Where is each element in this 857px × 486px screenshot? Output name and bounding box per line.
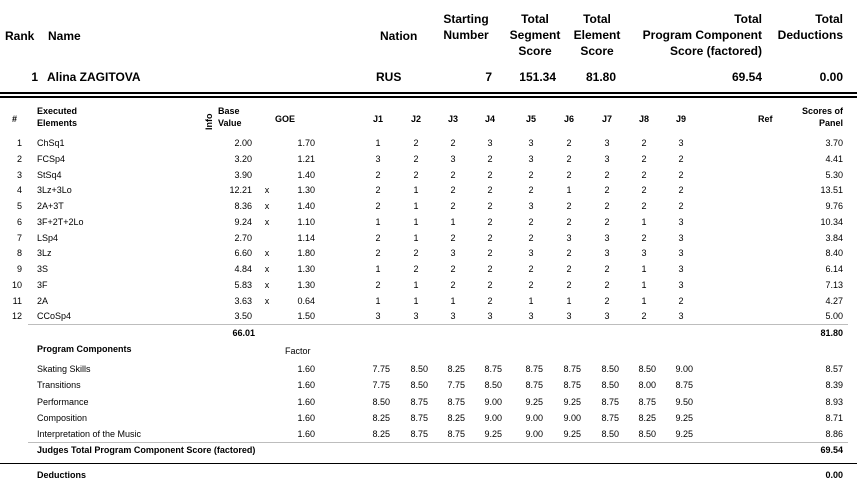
judge-score: 8.75 [601, 412, 619, 423]
header-total-element-score: Total Element Score [573, 12, 621, 58]
judge-score: 2 [604, 201, 610, 211]
judge-score: 2 [487, 232, 493, 243]
judge-score: 7.75 [372, 380, 390, 391]
element-goe: 1.21 [297, 153, 315, 164]
judge-score: 3 [528, 201, 534, 211]
element-name: FCSp4 [37, 153, 66, 164]
judge-score: 2 [528, 279, 534, 290]
judge-score: 8.50 [638, 364, 656, 374]
element-goe: 1.40 [297, 169, 315, 180]
element-number: 3 [16, 169, 22, 180]
judge-score: 3 [487, 311, 493, 322]
judge-score: 1 [566, 185, 572, 196]
element-bonus-marker: x [264, 216, 270, 227]
judge-score: 1 [413, 185, 419, 196]
judge-score: 8.75 [525, 380, 543, 391]
col-j5: J5 [525, 114, 536, 124]
element-name: 2A+3T [37, 201, 64, 211]
judge-score: 8.25 [447, 364, 465, 374]
judge-score: 1 [375, 216, 381, 227]
element-base-value: 3.63 [234, 295, 252, 306]
judge-score: 3 [604, 311, 610, 322]
skater-starting-number: 7 [485, 70, 492, 84]
skater-nation: RUS [376, 70, 402, 84]
judge-score: 8.75 [447, 429, 465, 440]
element-goe: 1.10 [297, 216, 315, 227]
judge-score: 2 [528, 185, 534, 196]
judge-score: 2 [487, 201, 493, 211]
judge-score: 1 [375, 264, 381, 274]
judge-score: 8.50 [410, 364, 428, 374]
element-goe: 1.14 [297, 232, 315, 243]
deductions-label: Deductions [37, 470, 87, 480]
col-j8: J8 [638, 114, 649, 124]
element-bonus-marker: x [264, 248, 270, 259]
judge-score: 2 [450, 279, 456, 290]
element-panel-score: 8.40 [825, 248, 843, 259]
judge-score: 8.75 [447, 396, 465, 407]
judge-score: 3 [528, 311, 534, 322]
judge-score: 2 [641, 185, 647, 196]
judge-score: 3 [678, 216, 684, 227]
judge-score: 2 [641, 138, 647, 148]
element-goe: 1.30 [297, 185, 315, 196]
col-ref: Ref [758, 114, 773, 124]
judge-score: 1 [641, 279, 647, 290]
element-name: 3Lz+3Lo [37, 185, 72, 196]
judge-score: 8.50 [410, 380, 428, 391]
judge-score: 2 [375, 169, 381, 180]
judge-score: 9.25 [563, 396, 581, 407]
element-name: 3Lz [37, 248, 52, 259]
judge-score: 2 [678, 153, 684, 164]
judge-score: 2 [566, 264, 572, 274]
judge-score: 3 [678, 232, 684, 243]
judge-score: 9.00 [484, 412, 502, 423]
header-total-pcs: Total Program Component Score (factored) [642, 12, 762, 58]
judge-score: 1 [641, 264, 647, 274]
element-bonus-marker: x [264, 264, 270, 274]
element-goe: 1.40 [297, 201, 315, 211]
element-number: 4 [16, 185, 22, 196]
judge-score: 1 [450, 216, 456, 227]
col-j6: J6 [563, 114, 574, 124]
col-j3: J3 [447, 114, 458, 124]
col-info: Info [204, 113, 214, 130]
element-number: 5 [16, 201, 22, 211]
col-executed-elements: Executed Elements [37, 106, 78, 128]
judge-score: 2 [604, 185, 610, 196]
judge-score: 8.75 [410, 429, 428, 440]
col-j7: J7 [601, 114, 612, 124]
judge-score: 1 [413, 232, 419, 243]
judge-score: 2 [487, 248, 493, 259]
judge-score: 8.00 [638, 380, 656, 391]
judge-score: 2 [528, 169, 534, 180]
judge-score: 2 [375, 232, 381, 243]
judge-score: 2 [450, 138, 456, 148]
element-number: 12 [11, 311, 22, 322]
judge-score: 8.75 [638, 396, 656, 407]
deductions-rule [0, 463, 857, 464]
factor-header: Factor [285, 346, 311, 356]
judge-score: 2 [528, 264, 534, 274]
element-panel-score: 4.41 [825, 153, 843, 164]
judge-score: 2 [641, 169, 647, 180]
judge-score: 9.25 [525, 396, 543, 407]
judge-score: 8.75 [563, 364, 581, 374]
header-starting-number: Starting Number [443, 12, 489, 42]
judge-score: 1 [450, 295, 456, 306]
judge-score: 2 [641, 311, 647, 322]
judge-score: 9.00 [484, 396, 502, 407]
element-base-value: 3.20 [234, 153, 252, 164]
elements-total-rule [28, 324, 848, 325]
element-panel-score: 9.76 [825, 201, 843, 211]
judge-score: 2 [375, 185, 381, 196]
element-goe: 1.80 [297, 248, 315, 259]
element-goe: 1.30 [297, 264, 315, 274]
element-base-value: 6.60 [234, 248, 252, 259]
skater-pcs: 69.54 [731, 70, 762, 84]
separator-top [0, 92, 857, 94]
element-goe: 1.70 [297, 138, 315, 148]
judge-score: 2 [678, 201, 684, 211]
element-base-value: 2.00 [234, 138, 252, 148]
judge-score: 3 [678, 279, 684, 290]
judge-score: 2 [678, 295, 684, 306]
element-number: 7 [16, 232, 22, 243]
judge-score: 7.75 [447, 380, 465, 391]
judge-score: 8.50 [638, 429, 656, 440]
component-name: Interpretation of the Music [37, 429, 142, 440]
judge-score: 1 [375, 295, 381, 306]
element-name: 2A [37, 295, 49, 306]
judge-score: 9.25 [484, 429, 502, 440]
skater-rank: 1 [31, 70, 38, 84]
separator-bottom [0, 96, 857, 98]
judge-score: 3 [604, 153, 610, 164]
component-name: Transitions [37, 380, 81, 391]
judge-score: 2 [566, 248, 572, 259]
judge-score: 2 [487, 153, 493, 164]
element-panel-score: 7.13 [825, 279, 843, 290]
judge-score: 1 [566, 295, 572, 306]
element-panel-score: 3.70 [825, 138, 843, 148]
judge-score: 3 [450, 153, 456, 164]
judge-score: 2 [375, 279, 381, 290]
judge-score: 2 [487, 295, 493, 306]
judge-score: 1 [641, 216, 647, 227]
judge-score: 2 [375, 201, 381, 211]
judge-score: 3 [678, 311, 684, 322]
judge-score: 8.75 [563, 380, 581, 391]
judge-score: 2 [450, 201, 456, 211]
judge-score: 2 [450, 185, 456, 196]
judge-score: 3 [678, 264, 684, 274]
elements-total-score: 81.80 [820, 328, 843, 338]
element-base-value: 3.50 [234, 311, 252, 322]
component-panel-score: 8.39 [825, 380, 843, 391]
judge-score: 8.75 [484, 364, 502, 374]
element-number: 6 [16, 216, 22, 227]
element-base-value: 3.90 [234, 169, 252, 180]
judge-score: 2 [678, 185, 684, 196]
judge-score: 2 [604, 295, 610, 306]
element-number: 1 [16, 138, 22, 148]
judge-score: 3 [528, 138, 534, 148]
header-rank: Rank [5, 29, 35, 43]
judge-score: 2 [487, 185, 493, 196]
judge-score: 2 [566, 153, 572, 164]
header-total-deductions: Total Deductions [777, 12, 843, 42]
judge-score: 2 [413, 153, 419, 164]
judge-score: 8.50 [601, 380, 619, 391]
judge-score: 3 [450, 311, 456, 322]
judge-score: 2 [450, 169, 456, 180]
judge-score: 3 [528, 248, 534, 259]
judge-score: 3 [566, 311, 572, 322]
judge-score: 2 [678, 169, 684, 180]
judges-total-rule [28, 442, 848, 443]
component-factor: 1.60 [297, 396, 315, 407]
col-j4: J4 [484, 114, 495, 124]
element-number: 8 [16, 248, 22, 259]
skater-deductions: 0.00 [819, 70, 843, 84]
element-goe: 1.50 [297, 311, 315, 322]
judge-score: 2 [566, 138, 572, 148]
judge-score: 2 [641, 153, 647, 164]
col-scores-of-panel: Scores of Panel [801, 106, 843, 128]
judge-score: 2 [487, 279, 493, 290]
judge-score: 2 [566, 279, 572, 290]
judge-score: 2 [413, 248, 419, 259]
judge-score: 3 [413, 311, 419, 322]
judge-score: 2 [487, 216, 493, 227]
col-j2: J2 [410, 114, 421, 124]
judge-score: 1 [413, 279, 419, 290]
judge-score: 2 [487, 264, 493, 274]
judge-score: 1 [413, 201, 419, 211]
judge-score: 2 [413, 264, 419, 274]
judge-score: 2 [450, 232, 456, 243]
judge-score: 8.75 [410, 396, 428, 407]
component-factor: 1.60 [297, 364, 315, 374]
judge-score: 8.75 [675, 380, 693, 391]
deductions-value: 0.00 [825, 470, 843, 480]
header-total-segment-score: Total Segment Score [509, 12, 561, 58]
skater-segment-score: 151.34 [519, 70, 556, 84]
judge-score: 3 [528, 153, 534, 164]
judge-score: 8.50 [601, 429, 619, 440]
element-bonus-marker: x [264, 279, 270, 290]
judge-score: 8.50 [601, 364, 619, 374]
element-panel-score: 3.84 [825, 232, 843, 243]
judge-score: 2 [604, 264, 610, 274]
judge-score: 2 [528, 216, 534, 227]
element-base-value: 2.70 [234, 232, 252, 243]
judge-score: 3 [566, 232, 572, 243]
judge-score: 8.75 [410, 412, 428, 423]
judge-score: 9.25 [675, 429, 693, 440]
element-goe: 1.30 [297, 279, 315, 290]
judge-score: 2 [566, 216, 572, 227]
col-goe: GOE [275, 114, 296, 124]
judge-score: 3 [450, 248, 456, 259]
judge-score: 2 [566, 201, 572, 211]
element-panel-score: 6.14 [825, 264, 843, 274]
component-factor: 1.60 [297, 412, 315, 423]
judge-score: 2 [487, 169, 493, 180]
judge-score: 1 [641, 295, 647, 306]
element-number: 10 [11, 279, 22, 290]
judge-score: 3 [375, 311, 381, 322]
program-components-title: Program Components [37, 344, 132, 354]
skater-name: Alina ZAGITOVA [47, 70, 141, 84]
judge-score: 1 [413, 295, 419, 306]
judge-score: 9.00 [563, 412, 581, 423]
judge-score: 9.25 [563, 429, 581, 440]
skater-element-score: 81.80 [585, 70, 616, 84]
judge-score: 3 [604, 138, 610, 148]
component-name: Skating Skills [37, 364, 91, 374]
col-num: # [12, 114, 18, 124]
judge-score: 9.25 [675, 412, 693, 423]
component-name: Composition [37, 412, 88, 423]
element-bonus-marker: x [264, 295, 270, 306]
judge-score: 2 [413, 169, 419, 180]
component-factor: 1.60 [297, 380, 315, 391]
judges-total-value: 69.54 [820, 445, 843, 455]
judge-score: 3 [604, 248, 610, 259]
element-name: ChSq1 [37, 138, 65, 148]
judge-score: 1 [375, 138, 381, 148]
element-panel-score: 4.27 [825, 295, 843, 306]
judges-total-label: Judges Total Program Component Score (factored) [37, 445, 256, 455]
component-panel-score: 8.86 [825, 429, 843, 440]
judge-score: 3 [641, 248, 647, 259]
judge-score: 1 [528, 295, 534, 306]
judge-score: 2 [641, 232, 647, 243]
judge-score: 3 [375, 153, 381, 164]
element-bonus-marker: x [264, 201, 270, 211]
judge-score: 8.25 [372, 412, 390, 423]
judge-score: 2 [528, 232, 534, 243]
judge-score: 2 [566, 169, 572, 180]
component-panel-score: 8.57 [825, 364, 843, 374]
judge-score: 2 [450, 264, 456, 274]
judge-score: 3 [678, 138, 684, 148]
elements-total-base: 66.01 [232, 328, 255, 338]
judge-score: 8.50 [484, 380, 502, 391]
header-nation: Nation [380, 29, 418, 43]
element-base-value: 4.84 [234, 264, 252, 274]
judge-score: 3 [678, 248, 684, 259]
judge-score: 7.75 [372, 364, 390, 374]
component-factor: 1.60 [297, 429, 315, 440]
col-j1: J1 [372, 114, 383, 124]
judge-score: 2 [413, 138, 419, 148]
judge-score: 8.50 [372, 396, 390, 407]
judge-score: 2 [641, 201, 647, 211]
header-name: Name [48, 29, 81, 43]
element-base-value: 5.83 [234, 279, 252, 290]
judge-score: 2 [375, 248, 381, 259]
judge-score: 8.25 [447, 412, 465, 423]
element-number: 11 [12, 295, 22, 306]
judge-score: 8.25 [638, 412, 656, 423]
judge-score: 9.00 [525, 412, 543, 423]
element-panel-score: 5.00 [825, 311, 843, 322]
judge-score: 8.75 [525, 364, 543, 374]
element-base-value: 8.36 [234, 201, 252, 211]
element-name: CCoSp4 [37, 311, 72, 322]
element-base-value: 12.21 [229, 185, 252, 196]
judge-score: 8.25 [372, 429, 390, 440]
element-panel-score: 10.34 [820, 216, 843, 227]
judge-score: 9.00 [675, 364, 693, 374]
component-panel-score: 8.71 [825, 412, 843, 423]
judge-score: 2 [604, 169, 610, 180]
judge-score: 2 [604, 216, 610, 227]
element-name: 3S [37, 264, 49, 274]
judge-score: 8.75 [601, 396, 619, 407]
judge-score: 9.50 [675, 396, 693, 407]
element-number: 9 [16, 264, 22, 274]
element-panel-score: 5.30 [825, 169, 843, 180]
col-j9: J9 [675, 114, 686, 124]
judge-score: 9.00 [525, 429, 543, 440]
judge-score: 3 [487, 138, 493, 148]
element-number: 2 [16, 153, 22, 164]
component-name: Performance [37, 396, 89, 407]
element-base-value: 9.24 [234, 216, 252, 227]
element-panel-score: 13.51 [820, 185, 843, 196]
judge-score: 1 [413, 216, 419, 227]
element-name: StSq4 [37, 169, 62, 180]
col-base-value: Base Value [218, 106, 242, 128]
element-name: 3F+2T+2Lo [37, 216, 84, 227]
judge-score: 2 [604, 279, 610, 290]
element-bonus-marker: x [264, 185, 270, 196]
element-name: 3F [37, 279, 48, 290]
component-panel-score: 8.93 [825, 396, 843, 407]
element-goe: 0.64 [297, 295, 315, 306]
element-name: LSp4 [37, 232, 59, 243]
judge-score: 3 [604, 232, 610, 243]
